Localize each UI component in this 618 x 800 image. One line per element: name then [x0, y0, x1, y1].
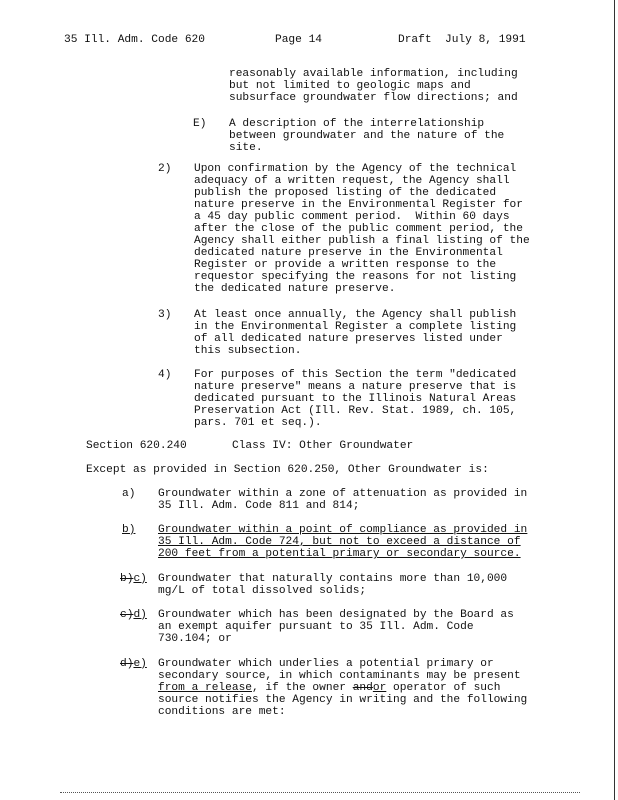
text-line: For purposes of this Section the term "dedicated [194, 369, 517, 381]
text-line: dedicated nature preserve in the Environmental [194, 247, 503, 259]
deleted-marker: d) [120, 658, 134, 670]
header-code: 35 Ill. Adm. Code 620 [64, 34, 205, 46]
text-line: nature preserve" means a nature preserve that is [194, 381, 517, 393]
text-line: a 45 day public comment period. Within 60 days [194, 211, 510, 223]
item-e-marker: E) [193, 118, 207, 130]
text-line: mg/L of total dissolved solids; [158, 585, 367, 597]
text-line: Groundwater which underlies a potential primary or [158, 658, 494, 670]
text-line: source notifies the Agency in writing and the following [158, 694, 528, 706]
item-4-marker: 4) [158, 369, 172, 381]
header-page: Page 14 [275, 34, 322, 46]
scan-bottom-rule [60, 792, 580, 793]
item-b-text [158, 524, 527, 560]
text-line: Groundwater within a zone of attenuation as provided in [158, 488, 528, 500]
text-line: an exempt aquifer pursuant to 35 Ill. Adm. Code [158, 621, 474, 633]
text-line: between groundwater and the nature of the [229, 130, 505, 142]
inserted-text: or [372, 682, 387, 694]
deleted-marker: c) [120, 609, 134, 621]
inserted-marker: d) [133, 609, 147, 621]
text-line: but not limited to geologic maps and [229, 80, 471, 92]
item-a-marker: a) [122, 488, 136, 500]
text-line: requestor specifying the reasons for not listing [194, 271, 517, 283]
text-line: reasonably available information, including [229, 68, 518, 80]
text-line: after the close of the public comment period, the [194, 223, 523, 235]
text-line: this subsection. [194, 345, 302, 357]
inserted-marker: e) [133, 658, 147, 670]
text-line: Groundwater which has been designated by the Board as [158, 609, 514, 621]
text-line: site. [229, 142, 263, 154]
text-line: At least once annually, the Agency shall publish [194, 309, 517, 321]
header-draft-date: Draft July 8, 1991 [398, 34, 526, 46]
section-intro: Except as provided in Section 620.250, Other Groundwater is: [86, 464, 489, 476]
deleted-marker: b) [120, 573, 134, 585]
text-line: 730.104; or [158, 633, 232, 645]
text-line: the dedicated nature preserve. [194, 283, 396, 295]
item-c-text [158, 573, 507, 597]
item-b-marker: b) [122, 524, 136, 536]
inserted-text: from a release [158, 682, 252, 694]
item-e2-marker [120, 658, 147, 670]
text-line: nature preserve in the Environmental Register for [194, 199, 523, 211]
scan-edge-line [614, 0, 615, 800]
item-e2-text [158, 658, 527, 718]
text-line: Groundwater that naturally contains more than 10,000 [158, 573, 508, 585]
item-e-text [229, 118, 504, 154]
item-d-text [158, 609, 514, 645]
text-line: Upon confirmation by the Agency of the technical [194, 163, 517, 175]
item-2-marker: 2) [158, 163, 172, 175]
text-fragment: , if the owner [252, 682, 353, 694]
text-line: Register or provide a written response to the [194, 259, 497, 271]
item-4-text [194, 369, 516, 429]
text-line: secondary source, in which contaminants may be present [158, 670, 521, 682]
text-line: subsurface groundwater flow directions; and [229, 92, 518, 104]
text-line: of all dedicated nature preserves listed under [194, 333, 503, 345]
item-a-text [158, 488, 527, 512]
text-line [158, 682, 527, 694]
text-line: A description of the interrelationship [229, 118, 485, 130]
text-line: 35 Ill. Adm. Code 724, but not to exceed a distance of [158, 536, 521, 548]
deleted-text: and [352, 682, 373, 694]
text-line: 200 feet from a potential primary or secondary source. [158, 548, 521, 560]
text-line: Preservation Act (Ill. Rev. Stat. 1989, ch. 105, [194, 405, 517, 417]
text-line: Groundwater within a point of compliance as provided in [158, 524, 528, 536]
item-3-marker: 3) [158, 309, 172, 321]
text-line: publish the proposed listing of the dedicated [194, 187, 497, 199]
section-number: Section 620.240 [86, 440, 187, 452]
inserted-marker: c) [133, 573, 147, 585]
item-d-marker [120, 609, 147, 621]
text-fragment: operator of such [386, 682, 501, 694]
text-line: 35 Ill. Adm. Code 811 and 814; [158, 500, 360, 512]
text-line: dedicated pursuant to the Illinois Natural Areas [194, 393, 517, 405]
item-3-text [194, 309, 516, 357]
section-title: Class IV: Other Groundwater [232, 440, 414, 452]
text-line: pars. 701 et seq.). [194, 417, 322, 429]
item-c-marker [120, 573, 147, 585]
text-line: conditions are met: [158, 706, 286, 718]
text-line: adequacy of a written request, the Agency shall [194, 175, 510, 187]
text-line: Agency shall either publish a final listing of the [194, 235, 530, 247]
item-2-text [194, 163, 530, 295]
top-continuation [229, 68, 518, 104]
text-line: in the Environmental Register a complete listing [194, 321, 517, 333]
